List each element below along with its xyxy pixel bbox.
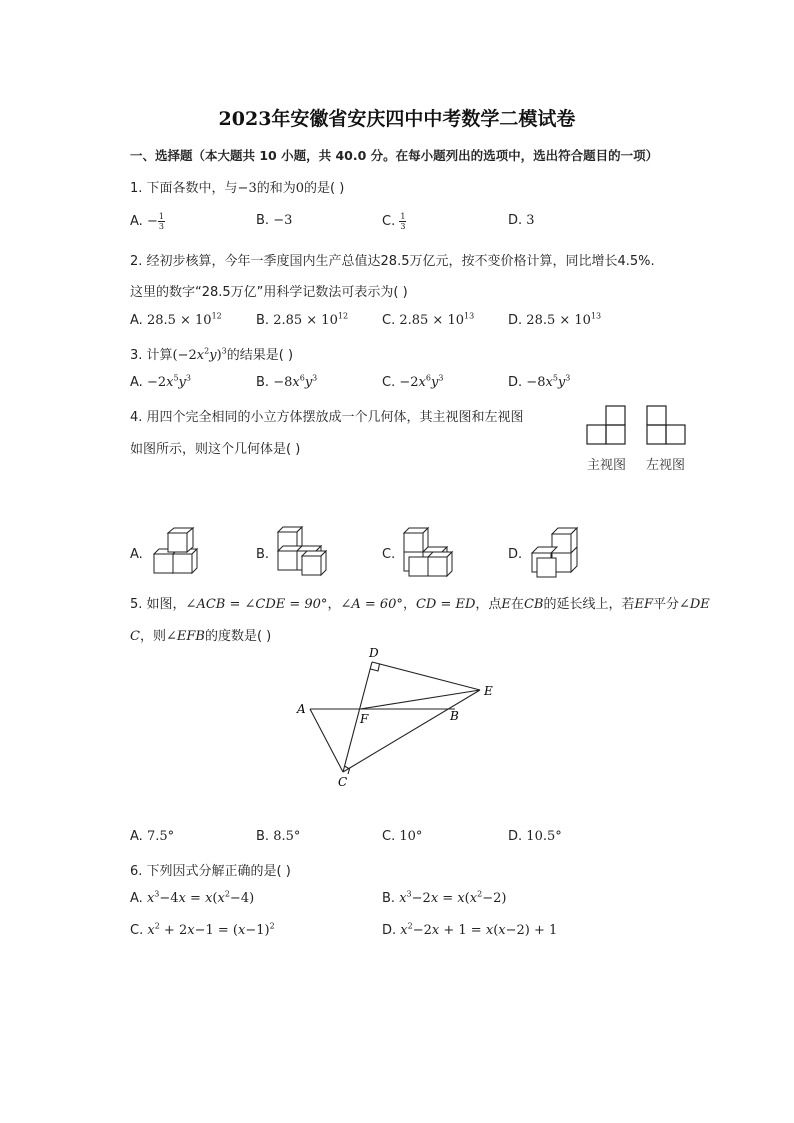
q1-option-a[interactable]: A. − $\frac{1}{3}$ (130, 212, 164, 231)
q6-option-d[interactable]: D. $x^2-2x + 1 = x(x-2) + 1$ (382, 921, 558, 938)
q5-geometry-figure (290, 642, 510, 794)
q1-option-d[interactable]: D. 3 (508, 213, 535, 228)
q4-option-a-figure[interactable] (148, 520, 204, 578)
q2-option-c[interactable]: C. $2.85 \times 10^{13}$ (382, 311, 475, 328)
left-view-caption: 左视图 (646, 458, 686, 473)
q1-stem: 1. 下面各数中，与−3的和为0的是( ) (130, 181, 345, 196)
q3-stem: 3. 计算$(-2x^2y)^3$的结果是( ) (130, 346, 294, 363)
q6-option-a[interactable]: A. $x^3-4x = x(x^2-4)$ (130, 889, 255, 906)
q4-stem-line2: 如图所示，则这个几何体是( ) (130, 442, 301, 457)
point-f-label: F (360, 712, 369, 726)
q4-option-c-label[interactable]: C. (382, 547, 396, 562)
q1-option-b[interactable]: B. −3 (256, 213, 293, 228)
q2-option-d[interactable]: D. $28.5 \times 10^{13}$ (508, 311, 602, 328)
q5-stem-line2: C，则∠EFB的度数是( ) (130, 629, 272, 644)
q5-option-a[interactable]: A. 7.5° (130, 829, 175, 844)
q4-option-b-figure[interactable] (272, 520, 330, 578)
q5-stem-line1: 5. 如图，∠ACB = ∠CDE = 90°，∠A = 60°，CD = ED，点E在CB的延长线上，若EF平分∠DE (130, 597, 710, 612)
q2-option-a[interactable]: A. $28.5 \times 10^{12}$ (130, 311, 222, 328)
q1-option-c[interactable]: C. $\frac{1}{3}$ (382, 212, 406, 231)
q5-option-d[interactable]: D. 10.5° (508, 829, 562, 844)
q2-stem-line2: 这里的数字“28.5万亿”用科学记数法可表示为( ) (130, 285, 408, 300)
q4-option-a-label[interactable]: A. (130, 547, 143, 562)
q6-option-b[interactable]: B. $x^3-2x = x(x^2-2)$ (382, 889, 507, 906)
q3-option-b[interactable]: B. $-8x^6y^3$ (256, 373, 318, 390)
q4-option-d-label[interactable]: D. (508, 547, 523, 562)
point-a-label: A (297, 702, 306, 716)
point-b-label: B (450, 709, 459, 723)
q3-option-d[interactable]: D. $-8x^5y^3$ (508, 373, 571, 390)
q6-stem: 6. 下列因式分解正确的是( ) (130, 864, 291, 879)
q4-option-b-label[interactable]: B. (256, 547, 270, 562)
q5-option-b[interactable]: B. 8.5° (256, 829, 301, 844)
q2-stem-line1: 2. 经初步核算，今年一季度国内生产总值达28.5万亿元，按不变价格计算，同比增长4.5%. (130, 254, 655, 269)
q3-option-a[interactable]: A. $-2x^5y^3$ (130, 373, 191, 390)
q6-option-c[interactable]: C. $x^2 + 2x-1 = (x-1)^2$ (130, 921, 275, 938)
page-title: 2023年安徽省安庆四中中考数学二模试卷 (218, 108, 576, 130)
point-e-label: E (484, 684, 493, 698)
q4-option-d-figure[interactable] (526, 520, 582, 578)
q5-option-c[interactable]: C. 10° (382, 829, 423, 844)
front-view-caption: 主视图 (587, 458, 627, 473)
q4-option-c-figure[interactable] (398, 520, 456, 580)
point-d-label: D (369, 646, 379, 660)
section-heading: 一、选择题（本大题共 10 小题，共 40.0 分。在每小题列出的选项中，选出符合题目的一项） (130, 148, 659, 163)
left-view-figure (644, 404, 692, 448)
q4-stem-line1: 4. 用四个完全相同的小立方体摆放成一个几何体，其主视图和左视图 (130, 410, 524, 425)
front-view-figure (584, 404, 632, 448)
point-c-label: C (338, 775, 348, 789)
q2-option-b[interactable]: B. $2.85 \times 10^{12}$ (256, 311, 349, 328)
q3-option-c[interactable]: C. $-2x^6y^3$ (382, 373, 444, 390)
